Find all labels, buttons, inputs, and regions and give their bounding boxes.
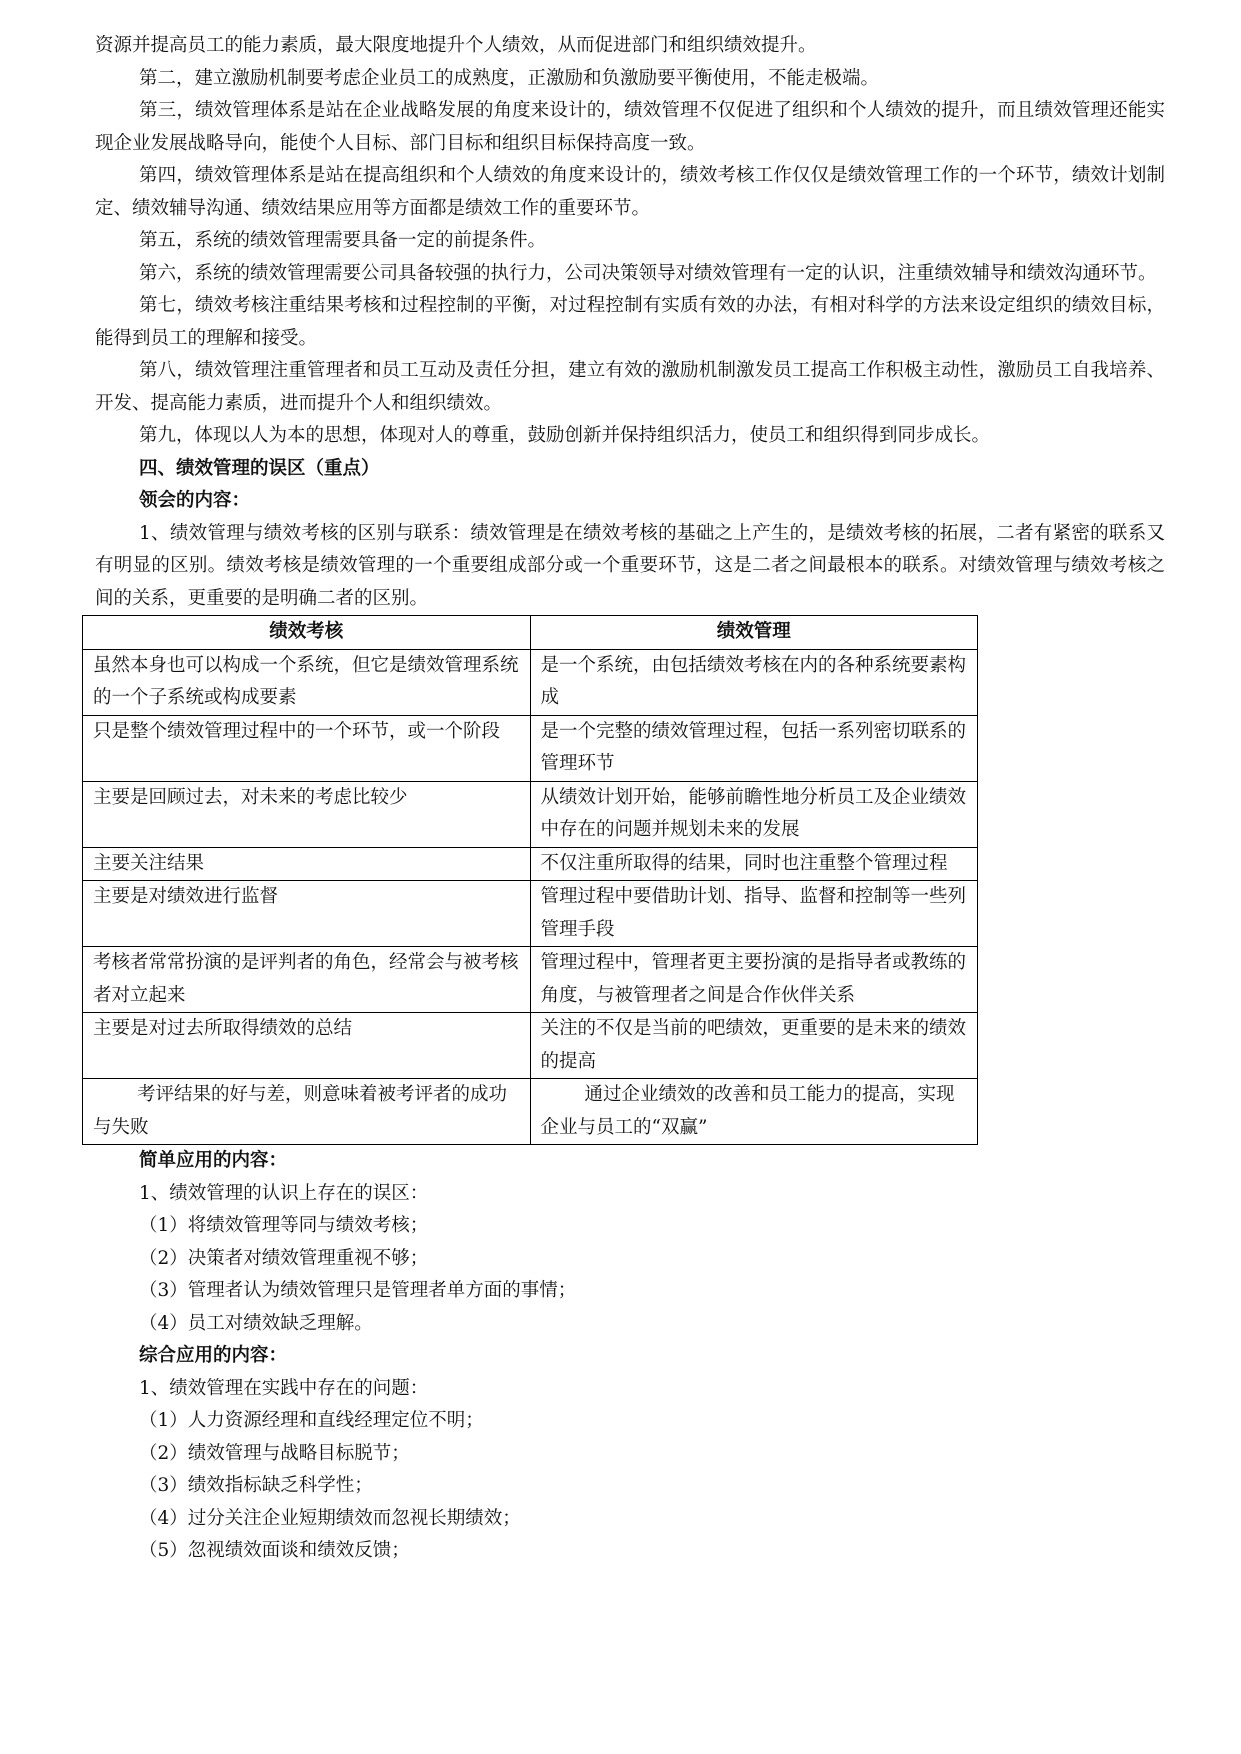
comprehensive-lead: 1、绩效管理在实践中存在的问题：: [139, 1377, 429, 1399]
paragraph: 第九，体现以人为本的思想，体现对人的尊重，鼓励创新并保持组织活力，使员工和组织得到同步成长。: [139, 425, 991, 446]
table-cell-left: 只是整个绩效管理过程中的一个环节，或一个阶段: [83, 715, 531, 781]
table-cell-right: 关注的不仅是当前的吧绩效，更重要的是未来的绩效的提高: [530, 1013, 978, 1079]
lingfei-title: 领会的内容：: [139, 490, 251, 511]
table-row: [83, 1079, 978, 1145]
section-title: 四、绩效管理的误区（重点）: [139, 457, 380, 479]
paragraph: 第七，绩效考核注重结果考核和过程控制的平衡，对过程控制有实质有效的办法，有相对科学的方法来设定组织的绩效目标，能得到员工的理解和接受。: [95, 295, 1165, 349]
table-cell-right: 管理过程中，管理者更主要扮演的是指导者或教练的角度，与被管理者之间是合作伙伴关系: [530, 947, 978, 1013]
paragraph: 资源并提高员工的能力素质，最大限度地提升个人绩效，从而促进部门和组织绩效提升。: [95, 35, 817, 56]
table-cell-right: 是一个完整的绩效管理过程，包括一系列密切联系的管理环节: [530, 715, 978, 781]
table-header-row: [83, 616, 978, 650]
table-cell-left: 主要关注结果: [83, 847, 531, 881]
table-row: [83, 947, 978, 1013]
table-cell-left: 考核者常常扮演的是评判者的角色，经常会与被考核者对立起来: [83, 947, 531, 1013]
table-row: [83, 847, 978, 881]
paragraph: 第四，绩效管理体系是站在提高组织和个人绩效的角度来设计的，绩效考核工作仅仅是绩效管理工作的一个环节，绩效计划制定、绩效辅导沟通、绩效结果应用等方面都是绩效工作的重要环节。: [95, 165, 1165, 219]
table-row: [83, 715, 978, 781]
list-item: （1）人力资源经理和直线经理定位不明；: [139, 1410, 484, 1431]
table-cell-right: 是一个系统，由包括绩效考核在内的各种系统要素构成: [530, 649, 978, 715]
list-item: （2）决策者对绩效管理重视不够；: [139, 1247, 429, 1269]
list-item: （4）员工对绩效缺乏理解。: [139, 1312, 373, 1334]
table-row: [83, 881, 978, 947]
paragraph: 第二，建立激励机制要考虑企业员工的成熟度，正激励和负激励要平衡使用，不能走极端。: [139, 67, 880, 89]
simple-title: 简单应用的内容：: [139, 1150, 288, 1171]
simple-lead: 1、绩效管理的认识上存在的误区：: [139, 1182, 429, 1204]
top-paragraphs: [95, 30, 1165, 453]
table-cell-right: 不仅注重所取得的结果，同时也注重整个管理过程: [530, 847, 978, 881]
paragraph: 第八，绩效管理注重管理者和员工互动及责任分担，建立有效的激励机制激发员工提高工作积极主动性，激励员工自我培养、开发、提高能力素质，进而提升个人和组织绩效。: [95, 360, 1165, 414]
table-row: [83, 1013, 978, 1079]
lingfei-paragraph: 1、绩效管理与绩效考核的区别与联系：绩效管理是在绩效考核的基础之上产生的，是绩效考核的拓展，二者有紧密的联系又有明显的区别。绩效考核是绩效管理的一个重要组成部分或一个重要环节，这是二者之间最根本的联系。对绩效管理与绩效考核之间的关系，更重要的是明确二者的区别。: [95, 522, 1165, 609]
table-cell-left: 主要是对过去所取得绩效的总结: [83, 1013, 531, 1079]
table-cell-left: 主要是对绩效进行监督: [83, 881, 531, 947]
comparison-table: [82, 615, 978, 1145]
list-item: （1）将绩效管理等同与绩效考核；: [139, 1215, 429, 1236]
table-header-cell: 绩效考核: [83, 616, 531, 650]
table-cell-right: 通过企业绩效的改善和员工能力的提高，实现企业与员工的“双赢”: [530, 1079, 978, 1145]
table-cell-left: 主要是回顾过去，对未来的考虑比较少: [83, 781, 531, 847]
list-item: （3）绩效指标缺乏科学性；: [139, 1475, 373, 1496]
paragraph: 第六，系统的绩效管理需要公司具备较强的执行力，公司决策领导对绩效管理有一定的认识，注重绩效辅导和绩效沟通环节。: [139, 262, 1157, 284]
comprehensive-title: 综合应用的内容：: [139, 1345, 288, 1366]
list-item: （4）过分关注企业短期绩效而忽视长期绩效；: [139, 1507, 521, 1529]
document-page: [95, 30, 1165, 1568]
table-cell-right: 管理过程中要借助计划、指导、监督和控制等一些列管理手段: [530, 881, 978, 947]
table-row: [83, 781, 978, 847]
list-item: （2）绩效管理与战略目标脱节；: [139, 1442, 410, 1464]
paragraph: 第三，绩效管理体系是站在企业战略发展的角度来设计的，绩效管理不仅促进了组织和个人绩效的提升，而且绩效管理还能实现企业发展战略导向，能使个人目标、部门目标和组织目标保持高度一致。: [95, 100, 1165, 154]
table-row: [83, 649, 978, 715]
table-cell-left: 虽然本身也可以构成一个系统，但它是绩效管理系统的一个子系统或构成要素: [83, 649, 531, 715]
list-item: （5）忽视绩效面谈和绩效反馈；: [139, 1540, 410, 1561]
paragraph: 第五，系统的绩效管理需要具备一定的前提条件。: [139, 230, 547, 251]
list-item: （3）管理者认为绩效管理只是管理者单方面的事情；: [139, 1280, 577, 1301]
table-cell-right: 从绩效计划开始，能够前瞻性地分析员工及企业绩效中存在的问题并规划未来的发展: [530, 781, 978, 847]
table-cell-left: 考评结果的好与差，则意味着被考评者的成功与失败: [83, 1079, 531, 1145]
table-header-cell: 绩效管理: [530, 616, 978, 650]
